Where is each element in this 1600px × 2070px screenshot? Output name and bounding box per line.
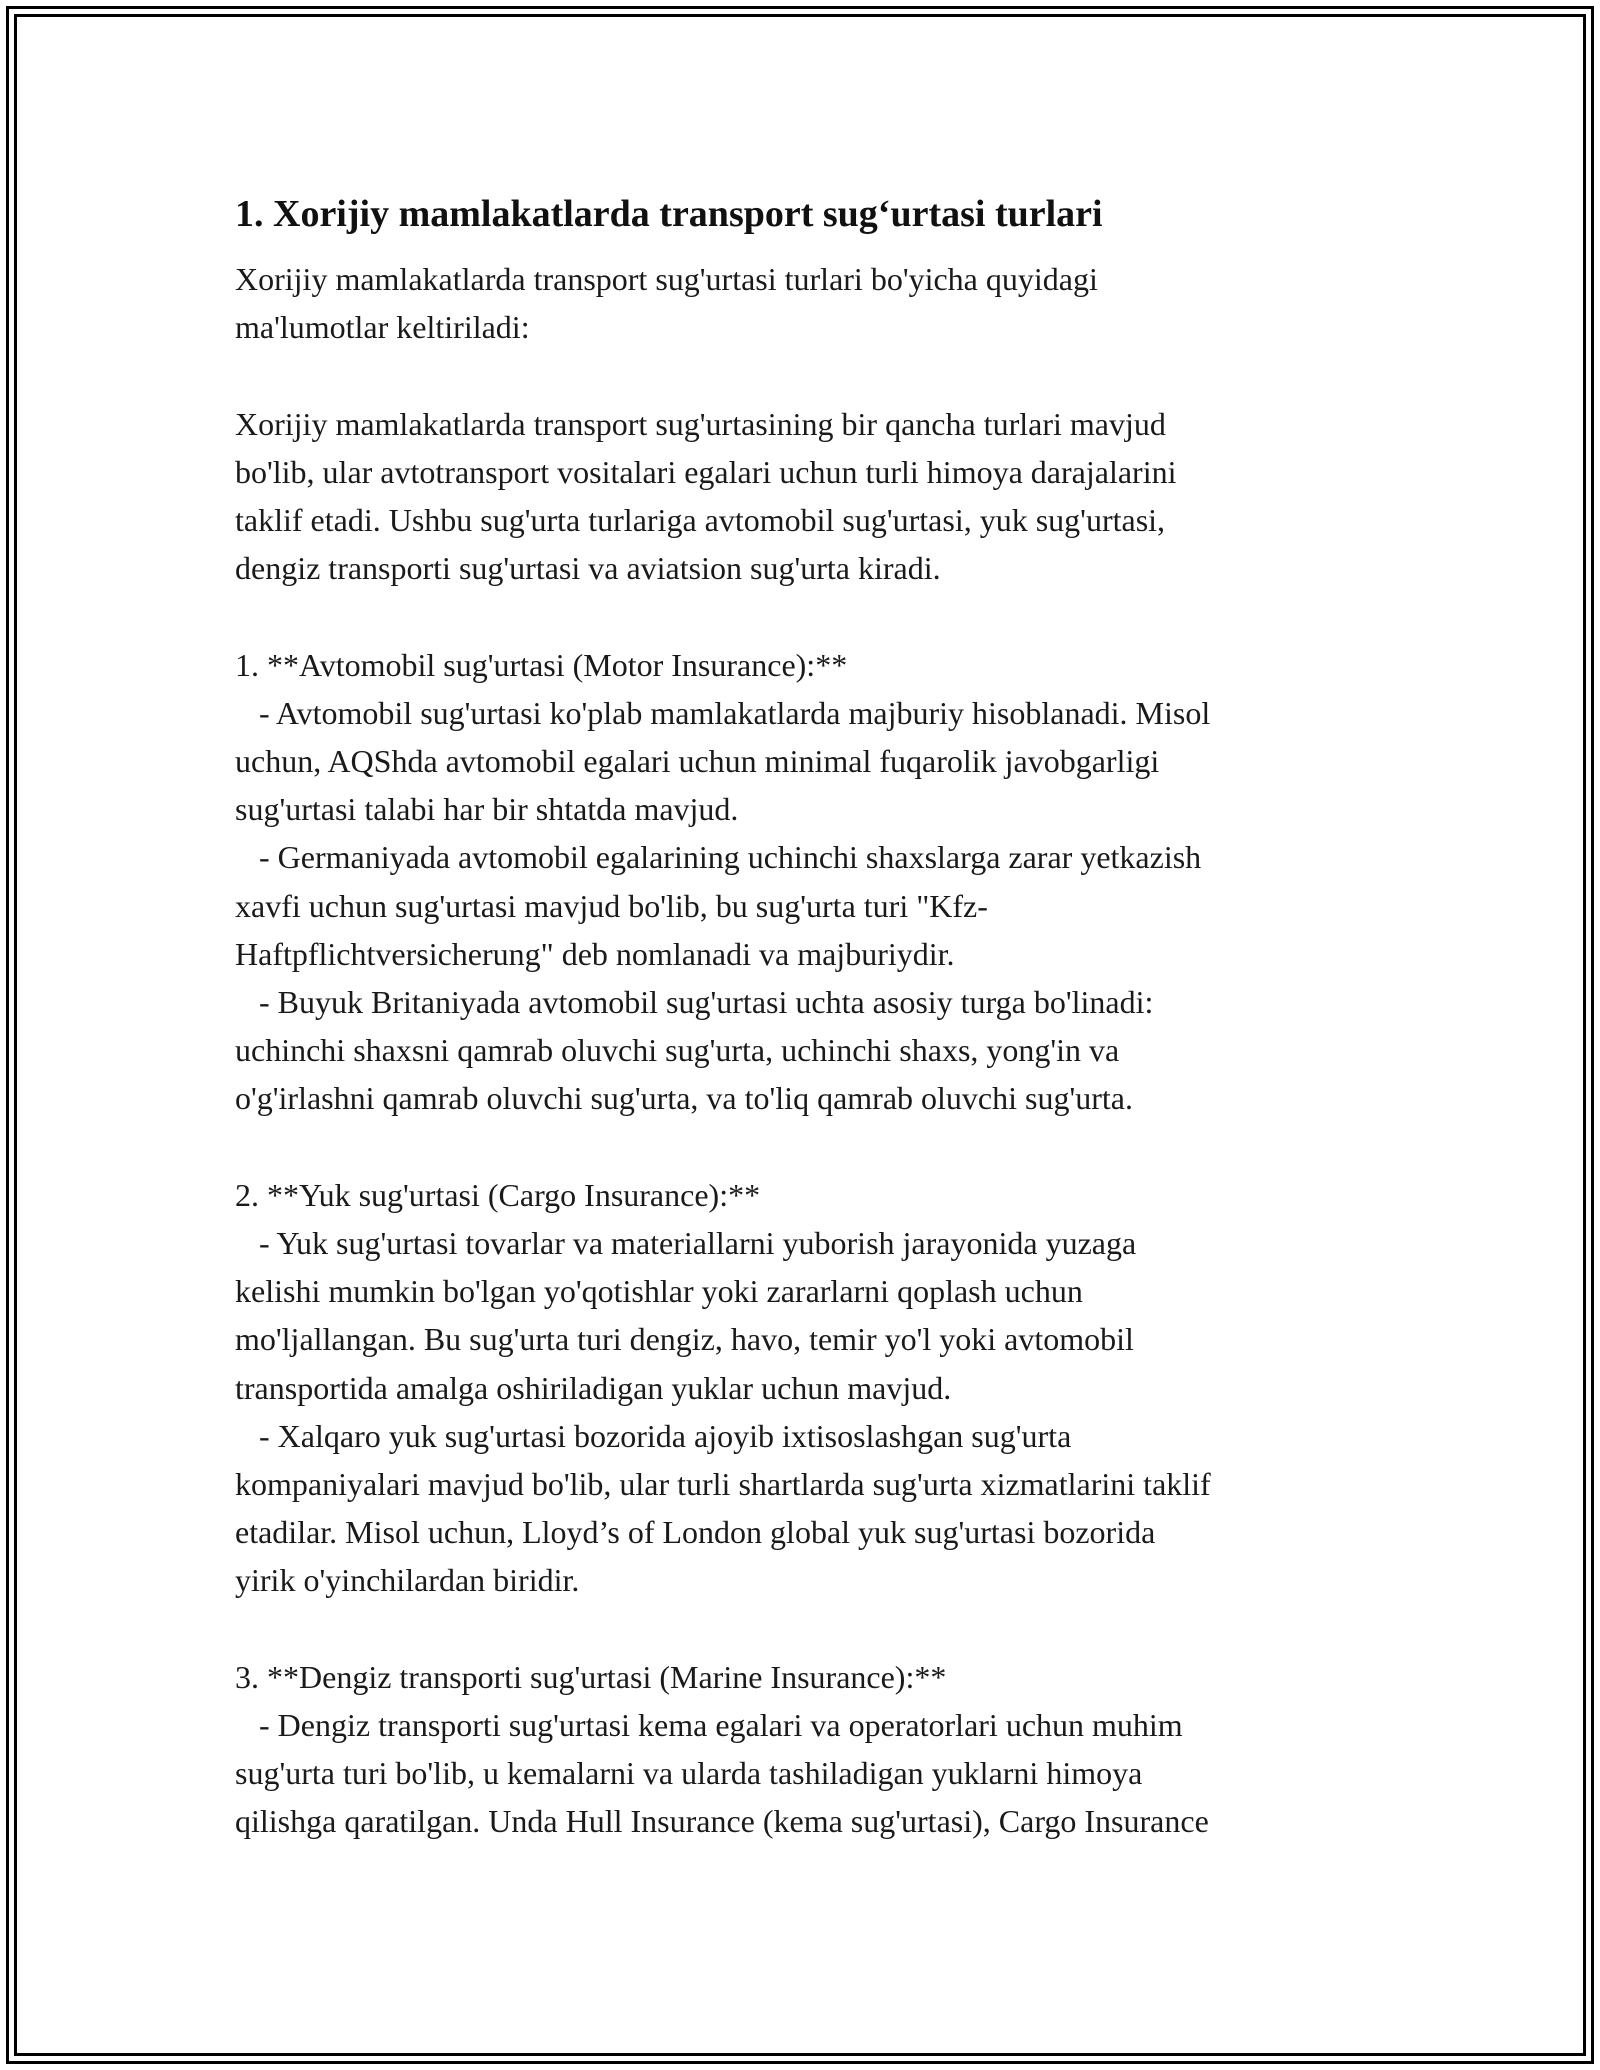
section-bullet: - Germaniyada avtomobil egalarining uchinchi shaxslarga zarar yetkazish xavfi uchun sug'urtasi mavjud bo'lib, bu sug'urta turi "Kfz- Haftpflichtversicherung" deb nomlanadi va majburiydir.	[235, 839, 1202, 972]
section-marine-insurance	[235, 1653, 1370, 1846]
section-heading: 1. **Avtomobil sug'urtasi (Motor Insurance):**	[235, 646, 848, 683]
paragraph-spacer	[235, 351, 1370, 399]
section-heading: 3. **Dengiz transporti sug'urtasi (Marine Insurance):**	[235, 1658, 947, 1695]
paragraph-spacer	[235, 1605, 1370, 1653]
overview-paragraph: Xorijiy mamlakatlarda transport sug'urtasining bir qancha turlari mavjud bo'lib, ular avtotransport vositalari egalari uchun turli himoya darajalarini taklif etadi. Ushbu sug'urta turlariga avtomobil sug'urtasi, yuk sug'urtasi, dengiz transporti sug'urtasi va aviatsion sug'urta kiradi.	[235, 405, 1177, 587]
paragraph-spacer	[235, 592, 1370, 640]
section-cargo-insurance	[235, 1171, 1370, 1605]
paragraph-spacer	[235, 1123, 1370, 1171]
section-bullet: - Buyuk Britaniyada avtomobil sug'urtasi uchta asosiy turga bo'linadi: uchinchi shaxsni qamrab oluvchi sug'urta, uchinchi shaxs, yong'in va o'g'irlashni qamrab oluvchi sug'urta, va to'liq qamrab oluvchi sug'urta.	[235, 984, 1154, 1117]
intro-paragraph: Xorijiy mamlakatlarda transport sug'urtasi turlari bo'yicha quyidagi ma'lumotlar keltiriladi:	[235, 261, 1098, 346]
section-bullet: - Dengiz transporti sug'urtasi kema egalari va operatorlari uchun muhim sug'urta turi bo'lib, u kemalarni va ularda tashiladigan yuklarni himoya qilishga qaratilgan. Unda Hull Insurance (kema sug'urtasi), Cargo Insurance	[235, 1707, 1209, 1840]
document-page	[235, 185, 1370, 1846]
section-motor-insurance	[235, 641, 1370, 1123]
section-bullet: - Yuk sug'urtasi tovarlar va materiallarni yuborish jarayonida yuzaga kelishi mumkin bo'lgan yo'qotishlar yoki zararlarni qoplash uchun mo'ljallangan. Bu sug'urta turi dengiz, havo, temir yo'l yoki avtomobil transportida amalga oshiriladigan yuklar uchun mavjud.	[235, 1225, 1137, 1406]
document-title: 1. Xorijiy mamlakatlarda transport sug‘urtasi turlari	[235, 193, 1103, 235]
section-bullet: - Xalqaro yuk sug'urtasi bozorida ajoyib ixtisoslashgan sug'urta kompaniyalari mavjud bo'lib, ular turli shartlarda sug'urta xizmatlarini taklif etadilar. Misol uchun, Lloyd’s of London global yuk sug'urtasi bozorida yirik o'yinchilardan biridir.	[235, 1417, 1211, 1599]
section-heading: 2. **Yuk sug'urtasi (Cargo Insurance):**	[235, 1176, 761, 1213]
section-bullet: - Avtomobil sug'urtasi ko'plab mamlakatlarda majburiy hisoblanadi. Misol uchun, AQShda avtomobil egalari uchun minimal fuqarolik javobgarligi sug'urtasi talabi har bir shtatda mavjud.	[235, 694, 1211, 828]
